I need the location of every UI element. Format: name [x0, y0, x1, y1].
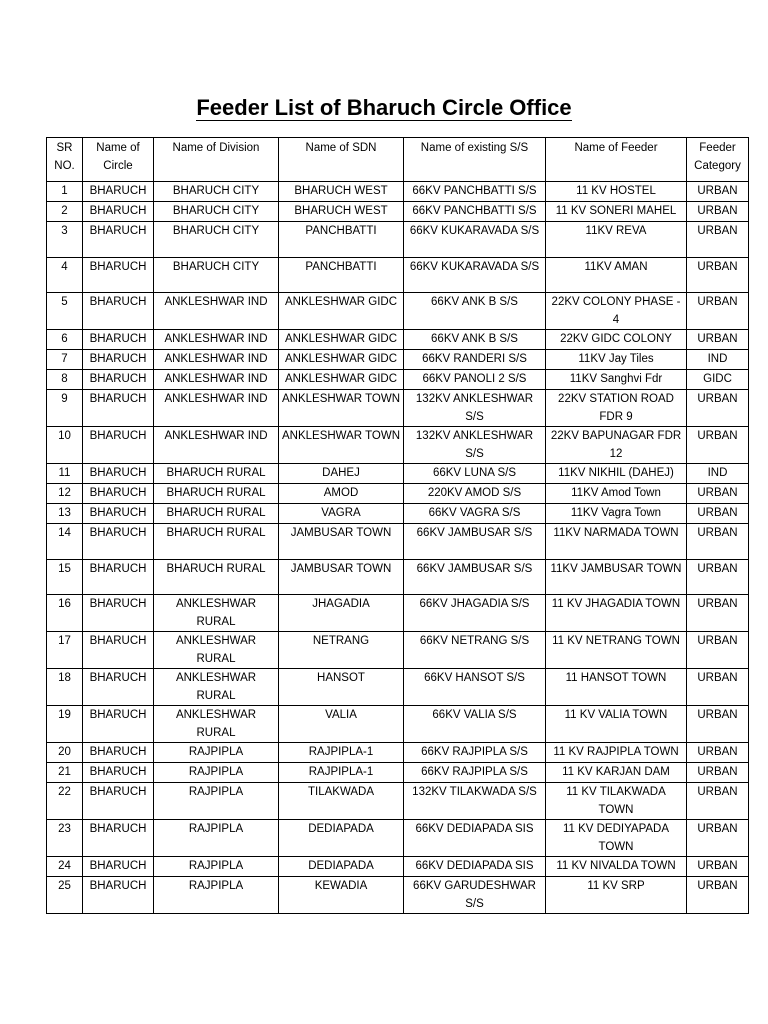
cell-sr-no: 9	[47, 390, 83, 427]
header-sdn: Name of SDN	[279, 138, 404, 182]
cell-circle: BHARUCH	[83, 350, 154, 370]
cell-circle: BHARUCH	[83, 464, 154, 484]
header-circle: Name of Circle	[83, 138, 154, 182]
cell-sdn: JAMBUSAR TOWN	[279, 524, 404, 560]
cell-feeder: 11 KV TILAKWADA TOWN	[546, 783, 687, 820]
cell-division: ANKLESHWAR IND	[154, 330, 279, 350]
cell-sdn: BHARUCH WEST	[279, 182, 404, 202]
cell-division: RAJPIPLA	[154, 743, 279, 763]
cell-substation: 66KV KUKARAVADA S/S	[404, 222, 546, 258]
cell-feeder: 11KV NIKHIL (DAHEJ)	[546, 464, 687, 484]
cell-category: IND	[687, 350, 749, 370]
cell-category: GIDC	[687, 370, 749, 390]
cell-substation: 66KV RAJPIPLA S/S	[404, 763, 546, 783]
cell-sdn: ANKLESHWAR GIDC	[279, 350, 404, 370]
cell-substation: 66KV RANDERI S/S	[404, 350, 546, 370]
cell-feeder: 22KV STATION ROAD FDR 9	[546, 390, 687, 427]
cell-sdn: ANKLESHWAR GIDC	[279, 330, 404, 350]
table-row	[47, 350, 749, 370]
cell-sr-no: 25	[47, 877, 83, 914]
table-row	[47, 202, 749, 222]
cell-sr-no: 12	[47, 484, 83, 504]
cell-division: RAJPIPLA	[154, 820, 279, 857]
cell-category: URBAN	[687, 257, 749, 293]
cell-sr-no: 20	[47, 743, 83, 763]
cell-division: BHARUCH RURAL	[154, 559, 279, 595]
cell-division: RAJPIPLA	[154, 877, 279, 914]
cell-division: BHARUCH CITY	[154, 202, 279, 222]
cell-division: BHARUCH RURAL	[154, 524, 279, 560]
cell-substation: 66KV ANK B S/S	[404, 293, 546, 330]
table-row	[47, 559, 749, 595]
page-title-text: Feeder List of Bharuch Circle Office	[196, 95, 572, 120]
cell-category: URBAN	[687, 202, 749, 222]
cell-category: URBAN	[687, 820, 749, 857]
cell-sdn: RAJPIPLA-1	[279, 743, 404, 763]
cell-sdn: KEWADIA	[279, 877, 404, 914]
cell-sdn: ANKLESHWAR GIDC	[279, 293, 404, 330]
cell-feeder: 11KV REVA	[546, 222, 687, 258]
cell-division: ANKLESHWAR RURAL	[154, 595, 279, 632]
cell-division: BHARUCH CITY	[154, 257, 279, 293]
cell-feeder: 11 KV JHAGADIA TOWN	[546, 595, 687, 632]
table-row	[47, 182, 749, 202]
table-row	[47, 783, 749, 820]
table-row	[47, 427, 749, 464]
cell-division: ANKLESHWAR IND	[154, 390, 279, 427]
cell-circle: BHARUCH	[83, 427, 154, 464]
cell-substation: 66KV LUNA S/S	[404, 464, 546, 484]
cell-feeder: 11KV NARMADA TOWN	[546, 524, 687, 560]
cell-sdn: TILAKWADA	[279, 783, 404, 820]
cell-feeder: 11 KV KARJAN DAM	[546, 763, 687, 783]
cell-sdn: VALIA	[279, 706, 404, 743]
cell-substation: 66KV JAMBUSAR S/S	[404, 559, 546, 595]
cell-circle: BHARUCH	[83, 390, 154, 427]
cell-sr-no: 24	[47, 857, 83, 877]
cell-sdn: VAGRA	[279, 504, 404, 524]
cell-sr-no: 8	[47, 370, 83, 390]
cell-category: URBAN	[687, 182, 749, 202]
cell-feeder: 11KV AMAN	[546, 257, 687, 293]
cell-feeder: 11 HANSOT TOWN	[546, 669, 687, 706]
cell-category: URBAN	[687, 524, 749, 560]
cell-circle: BHARUCH	[83, 743, 154, 763]
cell-feeder: 11 KV SRP	[546, 877, 687, 914]
cell-circle: BHARUCH	[83, 877, 154, 914]
cell-division: ANKLESHWAR IND	[154, 427, 279, 464]
table-row	[47, 706, 749, 743]
cell-sdn: BHARUCH WEST	[279, 202, 404, 222]
cell-substation: 66KV JHAGADIA S/S	[404, 595, 546, 632]
cell-division: RAJPIPLA	[154, 857, 279, 877]
cell-circle: BHARUCH	[83, 370, 154, 390]
header-sr-no: SR NO.	[47, 138, 83, 182]
cell-substation: 66KV JAMBUSAR S/S	[404, 524, 546, 560]
cell-sdn: DAHEJ	[279, 464, 404, 484]
cell-feeder: 22KV GIDC COLONY	[546, 330, 687, 350]
cell-feeder: 22KV BAPUNAGAR FDR 12	[546, 427, 687, 464]
cell-sdn: PANCHBATTI	[279, 257, 404, 293]
cell-feeder: 11 KV RAJPIPLA TOWN	[546, 743, 687, 763]
cell-sr-no: 2	[47, 202, 83, 222]
cell-division: BHARUCH CITY	[154, 182, 279, 202]
table-row	[47, 763, 749, 783]
cell-sr-no: 5	[47, 293, 83, 330]
cell-sr-no: 4	[47, 257, 83, 293]
cell-substation: 66KV HANSOT S/S	[404, 669, 546, 706]
cell-division: ANKLESHWAR IND	[154, 293, 279, 330]
cell-sr-no: 23	[47, 820, 83, 857]
cell-sr-no: 18	[47, 669, 83, 706]
cell-feeder: 11KV Jay Tiles	[546, 350, 687, 370]
cell-category: URBAN	[687, 559, 749, 595]
cell-circle: BHARUCH	[83, 763, 154, 783]
table-row	[47, 330, 749, 350]
cell-feeder: 11KV Amod Town	[546, 484, 687, 504]
cell-sdn: JHAGADIA	[279, 595, 404, 632]
cell-substation: 66KV KUKARAVADA S/S	[404, 257, 546, 293]
header-substation: Name of existing S/S	[404, 138, 546, 182]
cell-substation: 66KV PANCHBATTI S/S	[404, 182, 546, 202]
cell-division: ANKLESHWAR IND	[154, 350, 279, 370]
table-row	[47, 524, 749, 560]
cell-category: URBAN	[687, 763, 749, 783]
table-row	[47, 293, 749, 330]
cell-sdn: ANKLESHWAR TOWN	[279, 427, 404, 464]
cell-circle: BHARUCH	[83, 504, 154, 524]
cell-sr-no: 15	[47, 559, 83, 595]
cell-sdn: ANKLESHWAR TOWN	[279, 390, 404, 427]
cell-substation: 66KV VALIA S/S	[404, 706, 546, 743]
cell-division: BHARUCH CITY	[154, 222, 279, 258]
cell-circle: BHARUCH	[83, 524, 154, 560]
cell-category: URBAN	[687, 783, 749, 820]
cell-circle: BHARUCH	[83, 222, 154, 258]
cell-circle: BHARUCH	[83, 330, 154, 350]
cell-category: IND	[687, 464, 749, 484]
cell-substation: 66KV PANOLI 2 S/S	[404, 370, 546, 390]
cell-circle: BHARUCH	[83, 783, 154, 820]
table-row	[47, 370, 749, 390]
cell-sr-no: 14	[47, 524, 83, 560]
cell-circle: BHARUCH	[83, 595, 154, 632]
cell-feeder: 11 KV HOSTEL	[546, 182, 687, 202]
cell-substation: 66KV ANK B S/S	[404, 330, 546, 350]
cell-substation: 66KV RAJPIPLA S/S	[404, 743, 546, 763]
cell-substation: 220KV AMOD S/S	[404, 484, 546, 504]
cell-feeder: 11 KV SONERI MAHEL	[546, 202, 687, 222]
cell-sdn: AMOD	[279, 484, 404, 504]
table-row	[47, 857, 749, 877]
cell-sdn: PANCHBATTI	[279, 222, 404, 258]
cell-sdn: DEDIAPADA	[279, 857, 404, 877]
cell-division: ANKLESHWAR IND	[154, 370, 279, 390]
cell-division: BHARUCH RURAL	[154, 484, 279, 504]
cell-feeder: 11 KV VALIA TOWN	[546, 706, 687, 743]
cell-feeder: 11 KV DEDIYAPADA TOWN	[546, 820, 687, 857]
cell-category: URBAN	[687, 632, 749, 669]
cell-feeder: 11KV JAMBUSAR TOWN	[546, 559, 687, 595]
cell-division: BHARUCH RURAL	[154, 504, 279, 524]
cell-circle: BHARUCH	[83, 182, 154, 202]
cell-sdn: HANSOT	[279, 669, 404, 706]
cell-feeder: 22KV COLONY PHASE - 4	[546, 293, 687, 330]
cell-circle: BHARUCH	[83, 857, 154, 877]
header-division: Name of Division	[154, 138, 279, 182]
cell-substation: 66KV NETRANG S/S	[404, 632, 546, 669]
cell-circle: BHARUCH	[83, 706, 154, 743]
cell-category: URBAN	[687, 390, 749, 427]
table-header-row	[47, 138, 749, 182]
cell-substation: 66KV PANCHBATTI S/S	[404, 202, 546, 222]
cell-substation: 132KV TILAKWADA S/S	[404, 783, 546, 820]
cell-substation: 66KV DEDIAPADA SIS	[404, 857, 546, 877]
page-title	[0, 93, 768, 123]
table-row	[47, 595, 749, 632]
cell-sdn: NETRANG	[279, 632, 404, 669]
cell-sdn: DEDIAPADA	[279, 820, 404, 857]
cell-division: ANKLESHWAR RURAL	[154, 669, 279, 706]
cell-circle: BHARUCH	[83, 257, 154, 293]
cell-sr-no: 3	[47, 222, 83, 258]
cell-sr-no: 16	[47, 595, 83, 632]
cell-feeder: 11 KV NETRANG TOWN	[546, 632, 687, 669]
cell-sr-no: 19	[47, 706, 83, 743]
cell-sdn: JAMBUSAR TOWN	[279, 559, 404, 595]
table-row	[47, 632, 749, 669]
cell-sr-no: 7	[47, 350, 83, 370]
cell-category: URBAN	[687, 504, 749, 524]
table-row	[47, 464, 749, 484]
cell-sdn: RAJPIPLA-1	[279, 763, 404, 783]
cell-division: RAJPIPLA	[154, 783, 279, 820]
cell-circle: BHARUCH	[83, 559, 154, 595]
cell-circle: BHARUCH	[83, 632, 154, 669]
header-category: Feeder Category	[687, 138, 749, 182]
table-row	[47, 484, 749, 504]
cell-division: RAJPIPLA	[154, 763, 279, 783]
table-row	[47, 877, 749, 914]
table-row	[47, 390, 749, 427]
cell-substation: 132KV ANKLESHWAR S/S	[404, 390, 546, 427]
cell-category: URBAN	[687, 877, 749, 914]
cell-circle: BHARUCH	[83, 820, 154, 857]
cell-division: ANKLESHWAR RURAL	[154, 632, 279, 669]
header-feeder: Name of Feeder	[546, 138, 687, 182]
cell-sr-no: 21	[47, 763, 83, 783]
cell-circle: BHARUCH	[83, 669, 154, 706]
cell-division: BHARUCH RURAL	[154, 464, 279, 484]
cell-category: URBAN	[687, 222, 749, 258]
cell-feeder: 11 KV NIVALDA TOWN	[546, 857, 687, 877]
table-row	[47, 669, 749, 706]
cell-sr-no: 10	[47, 427, 83, 464]
table-row	[47, 504, 749, 524]
cell-sr-no: 1	[47, 182, 83, 202]
cell-sdn: ANKLESHWAR GIDC	[279, 370, 404, 390]
cell-substation: 132KV ANKLESHWAR S/S	[404, 427, 546, 464]
cell-substation: 66KV DEDIAPADA SIS	[404, 820, 546, 857]
cell-circle: BHARUCH	[83, 484, 154, 504]
cell-circle: BHARUCH	[83, 293, 154, 330]
cell-substation: 66KV VAGRA S/S	[404, 504, 546, 524]
cell-feeder: 11KV Vagra Town	[546, 504, 687, 524]
cell-category: URBAN	[687, 427, 749, 464]
cell-division: ANKLESHWAR RURAL	[154, 706, 279, 743]
table-body	[47, 182, 749, 914]
cell-category: URBAN	[687, 293, 749, 330]
cell-sr-no: 17	[47, 632, 83, 669]
cell-category: URBAN	[687, 706, 749, 743]
cell-feeder: 11KV Sanghvi Fdr	[546, 370, 687, 390]
table-row	[47, 743, 749, 763]
cell-substation: 66KV GARUDESHWAR S/S	[404, 877, 546, 914]
table-row	[47, 257, 749, 293]
cell-category: URBAN	[687, 595, 749, 632]
cell-sr-no: 11	[47, 464, 83, 484]
cell-sr-no: 13	[47, 504, 83, 524]
cell-category: URBAN	[687, 330, 749, 350]
cell-category: URBAN	[687, 669, 749, 706]
cell-category: URBAN	[687, 857, 749, 877]
table-row	[47, 222, 749, 258]
cell-category: URBAN	[687, 743, 749, 763]
feeder-table	[46, 137, 749, 914]
table-row	[47, 820, 749, 857]
cell-sr-no: 22	[47, 783, 83, 820]
cell-circle: BHARUCH	[83, 202, 154, 222]
cell-sr-no: 6	[47, 330, 83, 350]
cell-category: URBAN	[687, 484, 749, 504]
